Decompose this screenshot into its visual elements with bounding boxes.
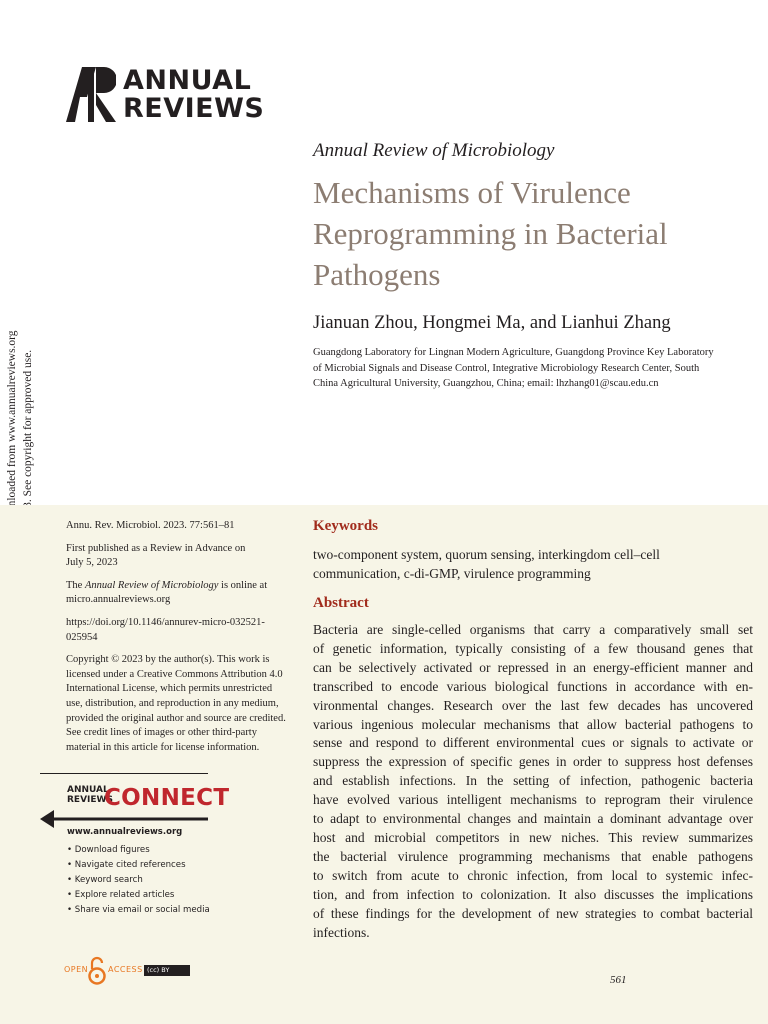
abstract-line: suppress the expression of specific genes in order to suppress host defenses	[313, 754, 753, 770]
article-title	[313, 172, 753, 295]
abstract-line: and establish infections. In the setting of infection, pathogenic bacteria	[313, 773, 753, 789]
affiliation-line: China Agricultural University, Guangzhou, China; email: lhzhang01@scau.edu.cn	[313, 378, 659, 389]
affiliation-line: Guangdong Laboratory for Lingnan Modern Agriculture, Guangdong Province Key Laboratory	[313, 347, 714, 358]
page-number: 561	[610, 974, 627, 986]
journal-name: Annual Review of Microbiology	[313, 140, 555, 161]
connect-header	[40, 783, 230, 831]
abstract-line: to switch from acute to chronic infection, from local to systemic infec-	[313, 867, 753, 883]
open-access-label: OPEN	[64, 965, 89, 974]
abstract-line: have evolved various intelligent mechanisms to reprogram their virulence	[313, 792, 753, 808]
cc-by-license-icon: (cc) BY	[144, 965, 190, 976]
keywords-heading: Keywords	[313, 518, 378, 534]
list-item: • Explore related articles	[67, 889, 175, 900]
connect-feature-list	[67, 843, 210, 918]
authors: Jianuan Zhou, Hongmei Ma, and Lianhui Zhang	[313, 313, 671, 333]
list-item: • Share via email or social media	[67, 904, 210, 915]
abstract-line: Bacteria are single-celled organisms that carry a comparatively small set	[313, 622, 753, 637]
copyright-notice: Copyright © 2023 by the author(s). This work is licensed under a Creative Commons Attribution 4.0 International License, which permits unrestricted use, distribution, and reproduction in any medium, provided the original author and source are credited. See credit lines of images or other third-party material in this article for license information.	[66, 654, 286, 753]
abstract-line: various ingenious molecular mechanisms that allow bacterial pathogens to	[313, 716, 753, 732]
annual-reviews-connect-box	[40, 773, 230, 923]
annual-reviews-mark-icon	[66, 67, 116, 122]
title-line: Mechanisms of Virulence	[313, 175, 631, 210]
open-access-badge	[64, 956, 204, 986]
online-at: The Annual Review of Microbiology is online at micro.annualreviews.org	[66, 579, 296, 608]
abstract-line: of these findings for the development of new strategies to combat bacterial	[313, 905, 753, 921]
keywords-text: two-component system, quorum sensing, interkingdom cell–cell communication, c-di-GMP, virulence programming	[313, 547, 660, 581]
access-label: ACCESS	[108, 965, 143, 974]
abstract-line: tion, and from infection to colonization. It also discusses the implications	[313, 886, 753, 902]
list-item: • Keyword search	[67, 874, 143, 885]
affiliation	[313, 345, 753, 392]
citation: Annu. Rev. Microbiol. 2023. 77:561–81	[66, 520, 235, 531]
title-line: Pathogens	[313, 257, 441, 292]
list-item: • Download figures	[67, 845, 150, 855]
affiliation-line: of Microbial Signals and Disease Control, Integrative Microbiology Research Center, South	[313, 362, 700, 374]
first-published: First published as a Review in Advance on July 5, 2023	[66, 542, 246, 569]
connect-title: CONNECT	[104, 785, 230, 811]
connect-url-link[interactable]: www.annualreviews.org	[67, 827, 183, 837]
abstract-line: to adapt to environmental changes and maintain a dominant advantage over	[313, 811, 753, 827]
abstract-line: sense and respond to different environmental cues or signals to activate or	[313, 735, 753, 751]
logo-line1: ANNUAL	[123, 65, 252, 96]
title-line: Reprogramming in Bacterial	[313, 216, 668, 251]
abstract-text	[313, 621, 753, 942]
doi-link[interactable]: https://doi.org/10.1146/annurev-micro-032521- 025954	[66, 616, 265, 643]
abstract-heading: Abstract	[313, 595, 369, 611]
abstract-line: can be selectively activated or repressed in an energy-efficient manner and	[313, 659, 753, 675]
list-item: • Navigate cited references	[67, 859, 186, 870]
abstract-line: vironmental changes. Research over the last few decades has uncovered	[313, 697, 753, 713]
connect-divider	[40, 773, 208, 774]
abstract-line: infections.	[313, 924, 370, 940]
abstract-line: host and microbial competitors in new niches. This review summarizes	[313, 829, 753, 845]
arrow-left-icon	[40, 809, 208, 829]
logo-line2: REVIEWS	[123, 93, 265, 124]
connect-brand-small: ANNUAL REVIEWS	[67, 785, 113, 805]
logo-wordmark	[123, 67, 264, 123]
open-lock-icon	[88, 956, 106, 986]
abstract-line: transcribed to encode various biological functions in accordance with en-	[313, 678, 753, 694]
abstract-line: the bacterial virulence programming mechanisms that enable pathogens	[313, 848, 753, 864]
abstract-line: of genetic information, typically consisting of a few thousand genes that	[313, 640, 753, 656]
article-metadata	[66, 519, 296, 763]
journal-url-link[interactable]: micro.annualreviews.org	[66, 594, 171, 606]
annual-reviews-logo	[66, 67, 266, 127]
